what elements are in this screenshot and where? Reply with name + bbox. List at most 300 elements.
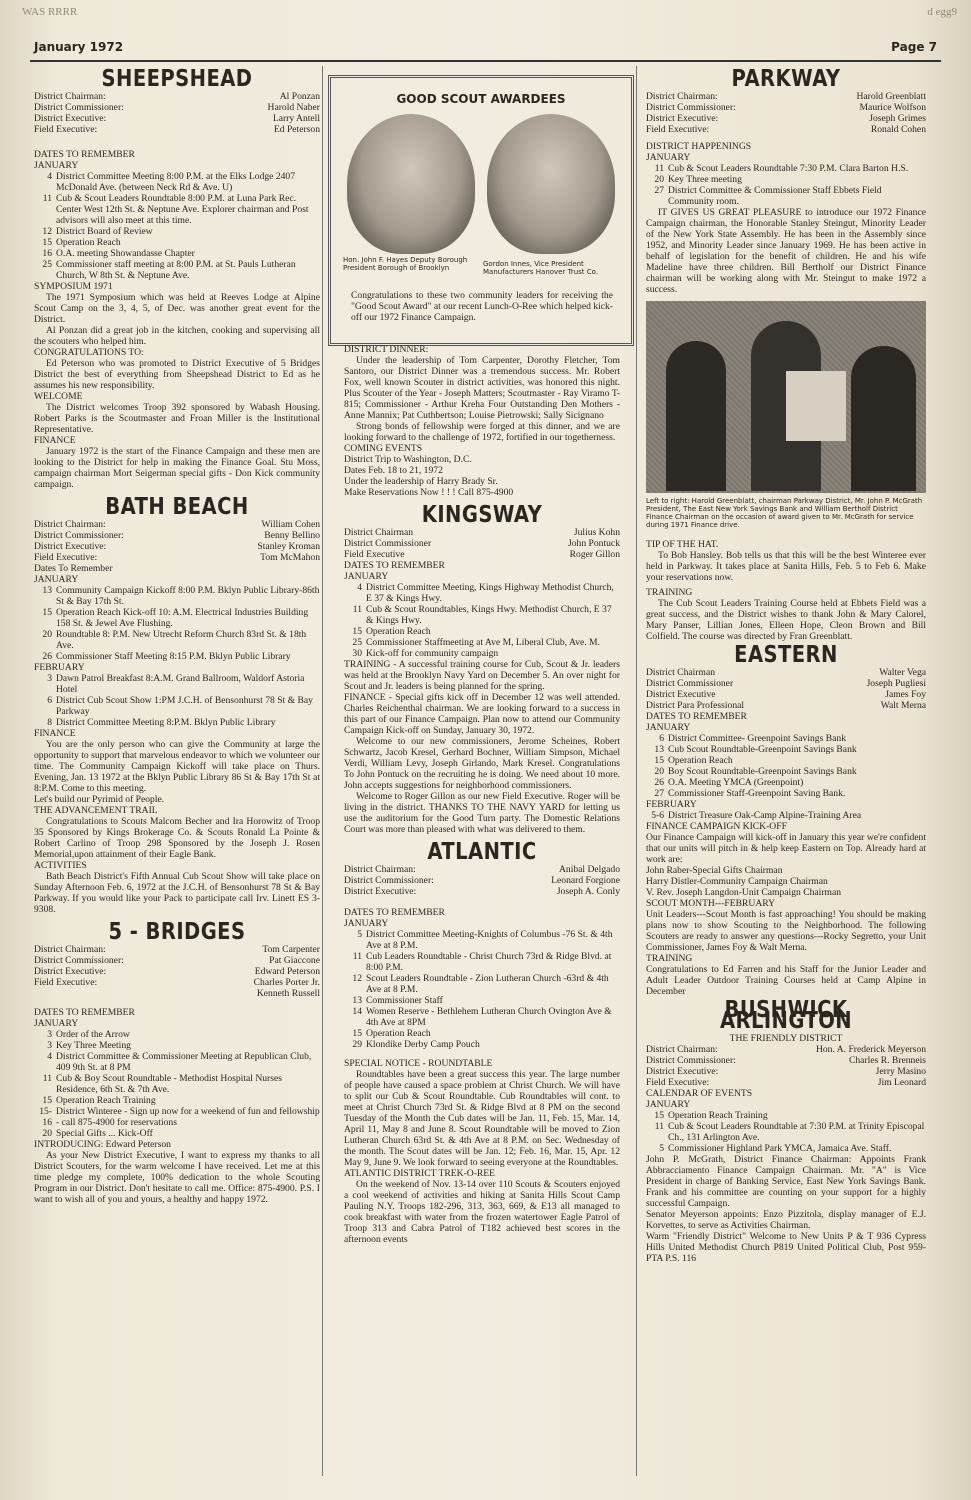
paragraph: Al Ponzan did a great job in the kitchen, cooking and supervising all the scouters who helped him. <box>34 325 320 347</box>
officer-name: Kenneth Russell <box>256 988 320 999</box>
line-list <box>344 454 620 498</box>
paragraph: Welcome to Roger Gillon as our new Field Executive. Roger will be living in the district. THANKS TO THE NAVY YARD for letting us use the auditorium for the Good Turn party. The Domestic Relations Court was more than pleased with what was delivered to them. <box>344 791 620 835</box>
event-row <box>344 582 620 604</box>
officers-list <box>344 527 620 560</box>
event-date: 11 <box>352 604 362 615</box>
event-text: Key Three Meeting <box>56 1040 131 1051</box>
officers-list <box>34 519 320 563</box>
paragraph: You are the only person who can give the Community at large the opportunity to support that marvelous endeavor to which we volunteer our time. The Community Campaign Kickoff will take place on Thurs. Evening, Jan. 13 1972 at the Bklyn Public Library 86 St & Bay 17th St at 8:P.M. Come to this meeting. <box>34 739 320 794</box>
label: DATES TO REMEMBER <box>344 560 445 571</box>
officer-row <box>34 102 320 113</box>
paragraph: Our Finance Campaign will kick-off in January this year we're confident that our units will pitch in & help keep Eastern on Top. Already hard at work are: <box>646 832 926 865</box>
officer-row <box>646 113 926 124</box>
events-list <box>646 810 926 821</box>
label: FINANCE CAMPAIGN KICK-OFF <box>646 821 787 832</box>
label: JANUARY <box>34 574 79 585</box>
officer-name: Benny Bellino <box>264 530 320 541</box>
event-text: Commissioner Staff Meeting 8:15 P.M. Bklyn Public Library <box>56 651 291 662</box>
officers-list <box>34 91 320 135</box>
officer-role: Field Executive: <box>34 552 98 563</box>
events-list <box>344 582 620 659</box>
officers-list <box>646 91 926 135</box>
event-row <box>646 1121 926 1143</box>
event-date: 12 <box>42 226 52 237</box>
event-date: 11 <box>42 1073 52 1084</box>
label: JANUARY <box>646 722 691 733</box>
section-title-atlantic: ATLANTIC <box>427 839 537 865</box>
event-text: District Committee Meeting, Kings Highway Methodist Church, E 37 & Kings Hwy. <box>366 582 614 604</box>
event-row <box>34 1106 320 1128</box>
officer-name: Hon. A. Frederick Meyerson <box>815 1044 926 1055</box>
section-title-sheepshead: SHEEPSHEAD <box>101 66 253 92</box>
officer-role: District Executive: <box>34 966 107 977</box>
event-row <box>34 1029 320 1040</box>
event-text: Commissioner Staff <box>366 995 443 1006</box>
event-date: 11 <box>654 163 664 174</box>
event-text: Commissioner Staff-Greenpoint Saving Bank. <box>668 788 846 799</box>
officer-row <box>34 552 320 563</box>
officer-row <box>344 886 620 897</box>
events-list <box>34 171 320 281</box>
label: SYMPOSIUM 1971 <box>34 281 113 292</box>
event-date: 5-6 <box>651 810 664 821</box>
event-date: 25 <box>42 259 52 270</box>
event-text: District Cub Scout Show 1:PM J.C.H. of Bensonhurst 78 St & Bay Parkway <box>56 695 313 717</box>
label: SPECIAL NOTICE - ROUNDTABLE <box>344 1058 493 1069</box>
event-row <box>344 929 620 951</box>
paragraph: Strong bonds of fellowship were forged at this dinner, and we are looking forward to the challenge of 1972, fortified in our togetherness. <box>344 421 620 443</box>
paragraph: Roundtables have been a great success this year. The large number of people have caused a space problem at Christ Church. We will have to split our Cub & Scout Roundtable. Cub Roundtables will cont. to meet at Christ Church 73rd St. & Ridge Blvd at 8 PM on the second Tuesday of the Month the Cub dates will be Jan. 11, Feb. 15, Mar. 14, April 11, May 8 and June 8. Scout Roundtable will be moved to Zion Lutheran Church 63rd St. & 4th Ave at 8 P.M. on Sec. Wednesday of the month. The Scout dates will be Jan. 12; Feb. 16, Mar. 15, Apr. 12 May 9, June 9. We look forward to seeing everyone at the Roundtables. <box>344 1069 620 1168</box>
event-row <box>646 766 926 777</box>
event-row <box>34 259 320 281</box>
officer-role: District Commissioner: <box>646 1055 736 1066</box>
officer-row <box>646 124 926 135</box>
event-row <box>34 651 320 662</box>
event-date: 26 <box>42 651 52 662</box>
paragraph: Senator Meyerson appoints: Enzo Pizzitola, display manager of E.J. Korvettes, to serve as Activities Chairman. <box>646 1209 926 1231</box>
label: SCOUT MONTH---FEBRUARY <box>646 898 776 909</box>
officers-list <box>646 1044 926 1088</box>
event-text: Commissioner Staffmeeting at Ave M, Liberal Club, Ave. M. <box>366 637 600 648</box>
paragraph: FINANCE - Special gifts kick off in December 12 was well attended. Charles Reichenthal chairman. We are looking forward to a success in this part of our Finance Campaign. Plan now to attend our Community Campaign Kick-off on Sunday, January 30, 1972. <box>344 692 620 736</box>
event-date: 5 <box>659 1143 664 1154</box>
event-row <box>646 755 926 766</box>
event-date: 30 <box>352 648 362 659</box>
label: INTRODUCING: Edward Peterson <box>34 1139 171 1150</box>
officer-name: Joseph Grimes <box>869 113 926 124</box>
event-date: 13 <box>42 585 52 596</box>
event-row <box>646 810 926 821</box>
event-row <box>344 1039 620 1050</box>
paragraph: January 1972 is the start of the Finance Campaign and these men are looking to the District for help in making the Finance Goal. Stu Moss, campaign chairman Mort Seigerman special gifts - Don Kick community campaign. <box>34 446 320 490</box>
officer-role: Field Executive: <box>34 977 98 988</box>
event-text: District Committee Meeting-Knights of Columbus -76 St. & 4th Ave at 8 P.M. <box>366 929 613 951</box>
event-text: Cub & Scout Leaders Roundtable at 7:30 P.M. at Trinity Episcopal Ch., 131 Arlington Ave. <box>668 1121 925 1143</box>
event-row <box>344 1006 620 1028</box>
event-date: 27 <box>654 185 664 196</box>
event-row <box>34 1040 320 1051</box>
officer-row <box>646 102 926 113</box>
right-column <box>646 66 926 1264</box>
event-row <box>344 995 620 1006</box>
officer-name: Roger Gillon <box>569 549 620 560</box>
officers-list <box>646 667 926 711</box>
paragraph: Warm "Friendly District" Welcome to New Units P & T 936 Cypress Hills United Methodist Church P819 United Political Club, Post 959-PTA P.S. 116 <box>646 1231 926 1264</box>
event-date: 15 <box>352 626 362 637</box>
officer-row <box>34 944 320 955</box>
paragraph: Unit Leaders---Scout Month is fast approaching! You should be making plans now to show Scouting to the Neighborhood. The following Scouters are ready to answer any questions---Rocky Segretto, your Unit Commissioner, James Foy & Walt Merna. <box>646 909 926 953</box>
event-text: District Committee Meeting 8:P.M. Bklyn Public Library <box>56 717 276 728</box>
event-text: Operation Reach Training <box>668 1110 768 1121</box>
paragraph: Welcome to our new commissioners, Jerome Scheines, Robert Schwartz, Jacob Kresel, Gerhard Bochner, William Simpson, Michael Verdi, William Levy, Joseph Girlando, Mark Kresel. Congratulations To John Pontuck on the recruiting he is doing. We need about 10 more. John accepts suggestions for neighborhood commissioners. <box>344 736 620 791</box>
paragraph: Congratulations to Scouts Malcom Becher and Ira Horowitz of Troop 35 Sponsored by Kings Brokerage Co. & Scouts Ronald La Pointe & Robert Carlino of Troop 298 Sponsored by the Joseph J. Rosen Memorial,upon attainment of their Eagle Bank. <box>34 816 320 860</box>
officers-list <box>344 864 620 897</box>
officer-row <box>34 966 320 977</box>
officer-name: Ronald Cohen <box>870 124 926 135</box>
event-text: Boy Scout Roundtable-Greenpoint Savings Bank <box>668 766 857 777</box>
section-title-bath-beach: BATH BEACH <box>105 494 249 520</box>
issue-date: January 1972 <box>34 40 124 54</box>
event-row <box>34 695 320 717</box>
event-date: 5 <box>357 929 362 940</box>
event-text: District Committee & Commissioner Staff Ebbets Field Community room. <box>668 185 882 207</box>
officer-name: Walt Merna <box>880 700 926 711</box>
event-row <box>34 193 320 226</box>
officer-name: John Pontuck <box>568 538 620 549</box>
paragraph: Ed Peterson who was promoted to District Executive of 5 Bridges District the best of everything from Sheepshead District to Ed as he assumes his new responsibility. <box>34 358 320 391</box>
label: DATES TO REMEMBER <box>646 711 747 722</box>
officer-name: Tom Carpenter <box>262 944 320 955</box>
paragraph: As your New District Executive, I want to express my thanks to all District Scouters, for the warm welcome I have received. Let me at this time pledge my complete, 100% dedication to the whole Scouting Program in our District. Don't hesitate to call me. Office: 875-4900. P.S. I want to wish all of you and yours, a healthy and happy 1972. <box>34 1150 320 1205</box>
list-line: Make Reservations Now ! ! ! Call 875-4900 <box>344 487 514 498</box>
event-date: 12 <box>352 973 362 984</box>
event-row <box>34 226 320 237</box>
event-text: Cub Scout Roundtable-Greenpoint Savings Bank <box>668 744 857 755</box>
events-list <box>344 929 620 1050</box>
event-row <box>34 1128 320 1139</box>
middle-column <box>344 344 620 1245</box>
event-text: Key Three meeting <box>668 174 742 185</box>
officer-row <box>646 1066 926 1077</box>
officer-role: District Chairman: <box>646 91 718 102</box>
officer-name: Pat Giaccone <box>269 955 320 966</box>
event-row <box>34 248 320 259</box>
paragraph: On the weekend of Nov. 13-14 over 110 Scouts & Scouters enjoyed a cool weekend of activities and hiking at Sanita Hills Scout Camp Pauling N.Y. Troops 182-296, 313, 363, 669, & E13 all managed to cook breakfast with water from the frozen watertower Eagle Patrol of Troop 313 and Cabra Patrol of T182 achieved best scores in the afternoon events <box>344 1179 620 1245</box>
list-line: John Raber-Special Gifts Chairman <box>646 865 783 876</box>
officer-role: District Commissioner <box>646 678 734 689</box>
event-text: Operation Reach Training <box>56 1095 156 1106</box>
event-text: Women Reserve - Bethlehem Lutheran Church Ovington Ave & 4th Ave at 8PM <box>366 1006 612 1028</box>
officer-row <box>34 988 320 999</box>
officer-role: District Commissioner: <box>344 875 434 886</box>
group-photo <box>646 301 926 493</box>
officer-role: District Commissioner: <box>34 102 124 113</box>
column-divider <box>636 66 637 1476</box>
paragraph: Congratulations to these two community leaders for receiving the "Good Scout Award" at our recent Lunch-O-Ree which helped kick-off our 1972 Finance Campaign. <box>351 290 613 323</box>
event-date: 6 <box>47 695 52 706</box>
award-plaque <box>786 371 846 441</box>
event-date: 20 <box>654 174 664 185</box>
officer-name: Joseph Pugliesi <box>866 678 926 689</box>
list-line: V. Rev. Joseph Langdon-Unit Campaign Chairman <box>646 887 842 898</box>
officer-name: Stanley Kroman <box>257 541 320 552</box>
event-row <box>34 585 320 607</box>
officer-row <box>34 530 320 541</box>
officer-row <box>646 689 926 700</box>
edge-mark-right: d egg9 <box>927 6 957 18</box>
paragraph: IT GIVES US GREAT PLEASURE to introduce our 1972 Finance Campaign chairman, the Honorable Stanley Steingut, Minority Leader of the New York State Assembly. He has been in the Assembly since 1952, and Minority Leader since January 1969. He has been active in behalf of legislation for the benefit of children. He and his wife Madeline have three children. Bill Bertholf our District Finance chairman will be working along with Mr. Steingut to make 1972 a success. <box>646 207 926 295</box>
subtitle: THE FRIENDLY DISTRICT <box>729 1033 843 1044</box>
events-list <box>34 673 320 728</box>
officer-role: District Chairman: <box>34 944 106 955</box>
officer-row <box>34 977 320 988</box>
event-text: Cub & Boy Scout Roundtable - Methodist Hospital Nurses Residence, 6th St. & 7th Ave. <box>56 1073 282 1095</box>
officer-row <box>34 541 320 552</box>
event-text: Dawn Patrol Breakfast 8:A.M. Grand Ballroom, Waldorf Astoria Hotel <box>56 673 305 695</box>
paragraph: Congratulations to Ed Farren and his Staff for the Junior Leader and Adult Leader Outdoor Training Courses held at Camp Alpine in December <box>646 964 926 997</box>
officer-name: Anibal Delgado <box>558 864 620 875</box>
event-date: 8 <box>47 717 52 728</box>
list-line: Under the leadership of Harry Brady Sr. <box>344 476 498 487</box>
officer-name: Joseph A. Conly <box>556 886 620 897</box>
photo-caption: Gordon Innes, Vice President Manufacturers Hanover Trust Co. <box>483 260 599 276</box>
paragraph: John P. McGrath, District Finance Chairman: Appoints Frank Abbracciamento Finance Campaign Chairman. Mr. "A" is Vice President in charge of Banking Service, East New York Savings Bank. Frank and his committee are counting on your support for a highly successful Campaign. <box>646 1154 926 1209</box>
officer-name: Tom McMahon <box>260 552 320 563</box>
event-text: Klondike Derby Camp Pouch <box>366 1039 480 1050</box>
event-text: Roundtable 8: P.M. New Utrecht Reform Church 83rd St. & 18th Ave. <box>56 629 307 651</box>
event-text: District Winteree - Sign up now for a weekend of fun and fellowship - call 875-4900 for reservations <box>56 1106 320 1128</box>
officer-row <box>646 667 926 678</box>
events-list <box>646 1110 926 1154</box>
label: FEBRUARY <box>34 662 85 673</box>
column-divider <box>322 66 323 1476</box>
event-row <box>344 973 620 995</box>
event-row <box>344 626 620 637</box>
event-text: Order of the Arrow <box>56 1029 130 1040</box>
event-text: District Board of Review <box>56 226 153 237</box>
event-row <box>34 1095 320 1106</box>
event-text: Cub & Scout Roundtables, Kings Hwy. Methodist Church, E 37 & Kings Hwy. <box>366 604 612 626</box>
officer-role: Field Executive: <box>646 1077 710 1088</box>
paragraph: Let's build our Pyrimid of People. <box>34 794 165 805</box>
event-text: District Committee- Greenpoint Savings Bank <box>668 733 846 744</box>
paragraph: TRAINING - A successful training course for Cub, Scout & Jr. leaders was held at the Brooklyn Navy Yard on December 5. An over night for Scout and Jr. leaders is being planned for the spring. <box>344 659 620 692</box>
label: JANUARY <box>646 152 691 163</box>
paragraph: The Cub Scout Leaders Training Course held at Ebbets Field was a great success, and the District wishes to thank John & Mary Calorel, Mary Panser, Lillian Jones, Elleen Hope, Cleon Brown and Bill Colfield. The course was directed by Fran Greenblatt. <box>646 598 926 642</box>
officer-role: District Chairman <box>646 667 716 678</box>
label: FINANCE <box>34 728 76 739</box>
officer-role: District Executive: <box>34 541 107 552</box>
event-row <box>646 185 926 207</box>
officer-name: Maurice Wolfson <box>859 102 926 113</box>
event-text: Commissioner Highland Park YMCA, Jamaica Ave. Staff. <box>668 1143 892 1154</box>
event-date: 11 <box>352 951 362 962</box>
officer-role: District Chairman: <box>646 1044 718 1055</box>
event-row <box>34 717 320 728</box>
event-date: 29 <box>352 1039 362 1050</box>
label: TIP OF THE HAT. <box>646 539 719 550</box>
officer-row <box>344 549 620 560</box>
officer-row <box>344 864 620 875</box>
event-row <box>646 733 926 744</box>
officer-role: District Executive: <box>646 1066 719 1077</box>
list-line: Dates Feb. 18 to 21, 1972 <box>344 465 443 476</box>
event-date: 16 <box>42 248 52 259</box>
label: DATES TO REMEMBER <box>34 1007 135 1018</box>
event-date: 6 <box>659 733 664 744</box>
event-date: 3 <box>47 1040 52 1051</box>
event-date: 20 <box>42 629 52 640</box>
officer-row <box>344 538 620 549</box>
event-row <box>646 788 926 799</box>
officer-row <box>34 91 320 102</box>
event-text: Cub & Scout Leaders Roundtable 8:00 P.M. at Luna Park Rec. Center West 12th St. & Neptune Ave. Explorer chairman and Post advisors will also meet at this time. <box>56 193 309 226</box>
event-date: 15-16 <box>39 1106 52 1128</box>
event-row <box>344 604 620 626</box>
officer-name: Al Ponzan <box>279 91 320 102</box>
event-text: Scout Leaders Roundtable - Zion Lutheran Church -63rd & 4th Ave at 8 P.M. <box>366 973 609 995</box>
event-text: Operation Reach <box>668 755 733 766</box>
officer-role: District Commissioner: <box>34 955 124 966</box>
event-date: 20 <box>42 1128 52 1139</box>
event-date: 15 <box>42 237 52 248</box>
officer-name: Julius Kohn <box>573 527 620 538</box>
event-date: 14 <box>352 1006 362 1017</box>
event-date: 15 <box>654 1110 664 1121</box>
officer-row <box>646 91 926 102</box>
label: JANUARY <box>344 918 389 929</box>
event-date: 4 <box>47 171 52 182</box>
officer-role: District Executive: <box>34 113 107 124</box>
box-title: GOOD SCOUT AWARDEES <box>396 92 566 106</box>
paragraph: Bath Beach District's Fifth Annual Cub Scout Show will take place on Sunday Afternoon Feb. 6, 1972 at the J.C.H. of Bensonhurst 78 St & Bay Parkway. If you would like your Pack to participate call Irv. Linett ES 3-9308. <box>34 871 320 915</box>
event-row <box>344 637 620 648</box>
label: TRAINING <box>646 587 693 598</box>
officer-name: Charles Porter Jr. <box>253 977 320 988</box>
left-column <box>34 66 320 1205</box>
event-row <box>34 237 320 248</box>
officer-name: Charles R. Brenneis <box>848 1055 926 1066</box>
officer-name: Harold Naber <box>267 102 320 113</box>
officer-name: James Foy <box>885 689 926 700</box>
portrait-photo <box>347 114 475 254</box>
list-line: Harry Distler-Community Campaign Chairman <box>646 876 828 887</box>
event-date: 15 <box>654 755 664 766</box>
header-rule <box>30 60 941 62</box>
officer-role: District Executive: <box>646 113 719 124</box>
section-title-kingsway: KINGSWAY <box>421 502 543 528</box>
good-scout-awardees-box <box>328 75 634 346</box>
portrait-photo <box>487 114 615 254</box>
officer-row <box>646 1055 926 1066</box>
event-text: Special Gifts ... Kick-Off <box>56 1128 153 1139</box>
event-text: Cub & Scout Leaders Roundtable 7:30 P.M. Clara Barton H.S. <box>668 163 909 174</box>
event-text: District Committee Meeting 8:00 P.M. at the Elks Lodge 2407 McDonald Ave. (between Neck Rd & Ave. U) <box>56 171 296 193</box>
officer-row <box>344 527 620 538</box>
officer-name: Edward Peterson <box>254 966 320 977</box>
officer-row <box>646 700 926 711</box>
events-list <box>646 733 926 799</box>
paragraph: The 1971 Symposium which was held at Reeves Lodge at Alpine Scout Camp on the 3, 4, 5, of Dec. was another great event for the District. <box>34 292 320 325</box>
label: JANUARY <box>34 160 79 171</box>
event-date: 25 <box>352 637 362 648</box>
officer-role: Field Executive: <box>646 124 710 135</box>
officer-role: District Executive <box>646 689 716 700</box>
officer-role: Field Executive <box>344 549 405 560</box>
event-row <box>34 1073 320 1095</box>
event-text: Operation Reach <box>56 237 121 248</box>
event-row <box>34 607 320 629</box>
officer-role: District Chairman: <box>34 91 106 102</box>
label: ACTIVITIES <box>34 860 87 871</box>
label: COMING EVENTS <box>344 443 423 454</box>
section-title-5-bridges: 5 - BRIDGES <box>108 919 246 945</box>
event-date: 20 <box>654 766 664 777</box>
paragraph: Under the leadership of Tom Carpenter, Dorothy Fletcher, Tom Santoro, our District Dinner was a tremendous success. Mr. Robert Fox, well known Scouter in district activities, was honored this night. Plus Scouter of the Year - Joseph Matters; Scoutmaster - Ray Viramo T-815; Commissioner - Arthur Kreha Four Outstanding Den Mothers - Anne Mannix; Pat Cuthbertson; Louise Pietrowski; Sally Sicignano <box>344 355 620 421</box>
event-text: District Treasure Oak-Camp Alpine-Training Area <box>668 810 862 821</box>
officer-role: District Chairman <box>344 527 414 538</box>
event-row <box>344 1028 620 1039</box>
officer-name: Walter Vega <box>879 667 926 678</box>
event-row <box>34 171 320 193</box>
label: DISTRICT HAPPENINGS <box>646 141 752 152</box>
label: JANUARY <box>344 571 389 582</box>
event-row <box>344 951 620 973</box>
list-line: District Trip to Washington, D.C. <box>344 454 472 465</box>
label: CALENDAR OF EVENTS <box>646 1088 753 1099</box>
event-text: District Committee & Commissioner Meeting at Republican Club, 409 9th St. at 8 PM <box>56 1051 312 1073</box>
event-row <box>646 744 926 755</box>
label: DATES TO REMEMBER <box>34 149 135 160</box>
event-date: 15 <box>42 607 52 618</box>
events-list <box>34 585 320 662</box>
officer-row <box>646 1077 926 1088</box>
officer-row <box>34 113 320 124</box>
officer-name: Larry Antell <box>272 113 320 124</box>
event-row <box>34 673 320 695</box>
officer-role: District Commissioner <box>344 538 432 549</box>
event-row <box>646 163 926 174</box>
event-text: Community Campaign Kickoff 8:00 P.M. Bklyn Public Library-86th St & Bay 17th St. <box>56 585 320 607</box>
edge-mark-left: WAS RRRR <box>22 6 78 18</box>
event-date: 4 <box>357 582 362 593</box>
person-figure <box>851 346 916 491</box>
label: TRAINING <box>646 953 693 964</box>
event-date: 11 <box>654 1121 664 1132</box>
section-title-bushwick-arlington: BUSHWICK ARLINGTON <box>719 997 853 1034</box>
event-row <box>646 1143 926 1154</box>
section-title-eastern: EASTERN <box>734 642 838 668</box>
event-row <box>646 1110 926 1121</box>
label: CONGRATULATIONS TO: <box>34 347 144 358</box>
officer-name: Jim Leonard <box>877 1077 926 1088</box>
officer-row <box>34 955 320 966</box>
label: Dates To Remember <box>34 563 113 574</box>
officer-name: Leonard Forgione <box>551 875 620 886</box>
event-date: 26 <box>654 777 664 788</box>
label: WELCOME <box>34 391 83 402</box>
officer-row <box>34 519 320 530</box>
officer-role: District Commissioner: <box>646 102 736 113</box>
label: DISTRICT DINNER: <box>344 344 429 355</box>
event-date: 27 <box>654 788 664 799</box>
officer-name: Jerry Masino <box>875 1066 926 1077</box>
officer-role: District Executive: <box>344 886 417 897</box>
event-date: 15 <box>42 1095 52 1106</box>
officer-name: Harold Greenblatt <box>856 91 926 102</box>
label: FEBRUARY <box>646 799 697 810</box>
event-text: Operation Reach <box>366 1028 431 1039</box>
